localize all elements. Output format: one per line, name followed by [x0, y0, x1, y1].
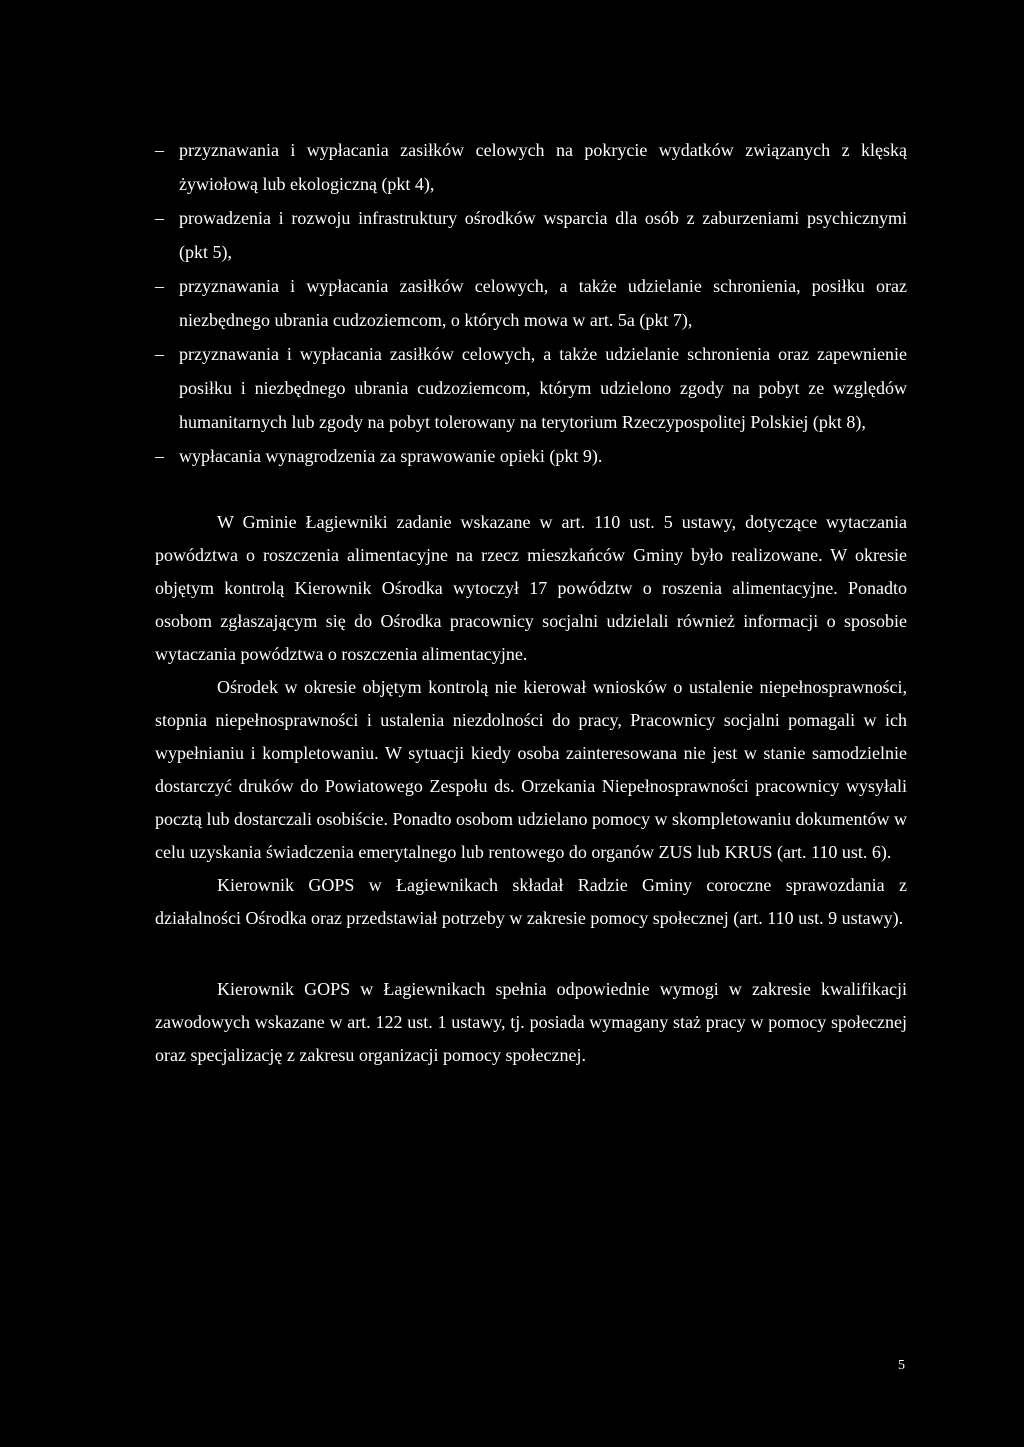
list-item [155, 201, 907, 269]
list-item-text: prowadzenia i rozwoju infrastruktury ośrodków wsparcia dla osób z zaburzeniami psychicznymi (pkt 5), [179, 208, 907, 262]
paragraph-disability: Ośrodek w okresie objętym kontrolą nie kierował wniosków o ustalenie niepełnosprawności, stopnia niepełnosprawności i ustalenia niezdolności do pracy, Pracownicy socjalni pomagali w ich wypełnianiu i kompletowaniu. W sytuacji kiedy osoba zainteresowana nie jest w stanie samodzielnie dostarczyć druków do Powiatowego Zespołu ds. Orzekania Niepełnosprawności pracownicy wysyłali pocztą lub dostarczali osobiście. Ponadto osobom udzielano pomocy w skompletowaniu dokumentów w celu uzyskania świadczenia emerytalnego lub rentowego do organów ZUS lub KRUS (art. 110 ust. 6). [155, 677, 907, 862]
list-item-text: przyznawania i wypłacania zasiłków celowych, a także udzielanie schronienia oraz zapewnienie posiłku i niezbędnego ubrania cudzoziemcom, którym udzielono zgody na pobyt ze względów humanitarnych lub zgody na pobyt tolerowany na terytorium Rzeczypospolitej Polskiej (pkt 8), [179, 344, 907, 432]
dash-bullet: – [155, 140, 164, 160]
dash-bullet: – [155, 344, 164, 364]
paragraph-qualifications: Kierownik GOPS w Łagiewnikach spełnia odpowiednie wymogi w zakresie kwalifikacji zawodowych wskazane w art. 122 ust. 1 ustawy, tj. posiada wymagany staż pracy w pomocy społecznej oraz specjalizację z zakresu organizacji pomocy społecznej. [155, 979, 907, 1065]
dash-bullet: – [155, 276, 164, 296]
list-item [155, 133, 907, 201]
document-page [155, 133, 907, 1072]
list-item-text: przyznawania i wypłacania zasiłków celowych na pokrycie wydatków związanych z klęską żywiołową lub ekologiczną (pkt 4), [179, 140, 907, 194]
list-item-text: wypłacania wynagrodzenia za sprawowanie opieki (pkt 9). [179, 446, 603, 466]
paragraph-alimony: W Gminie Łagiewniki zadanie wskazane w art. 110 ust. 5 ustawy, dotyczące wytaczania powództwa o roszczenia alimentacyjne na rzecz mieszkańców Gminy było realizowane. W okresie objętym kontrolą Kierownik Ośrodka wytoczył 17 powództw o roszenia alimentacyjne. Ponadto osobom zgłaszającym się do Ośrodka pracownicy socjalni udzielali również informacji o sposobie wytaczania powództwa o roszczenia alimentacyjne. [155, 512, 907, 664]
list-item [155, 439, 907, 473]
list-item [155, 269, 907, 337]
dash-bullet: – [155, 446, 164, 466]
paragraph-reports: Kierownik GOPS w Łagiewnikach składał Radzie Gminy coroczne sprawozdania z działalności Ośrodka oraz przedstawiał potrzeby w zakresie pomocy społecznej (art. 110 ust. 9 ustawy). [155, 875, 907, 928]
list-item-text: przyznawania i wypłacania zasiłków celowych, a także udzielanie schronienia, posiłku oraz niezbędnego ubrania cudzoziemcom, o których mowa w art. 5a (pkt 7), [179, 276, 907, 330]
task-list [155, 133, 907, 473]
dash-bullet: – [155, 208, 164, 228]
list-item [155, 337, 907, 439]
page-number: 5 [898, 1358, 905, 1373]
